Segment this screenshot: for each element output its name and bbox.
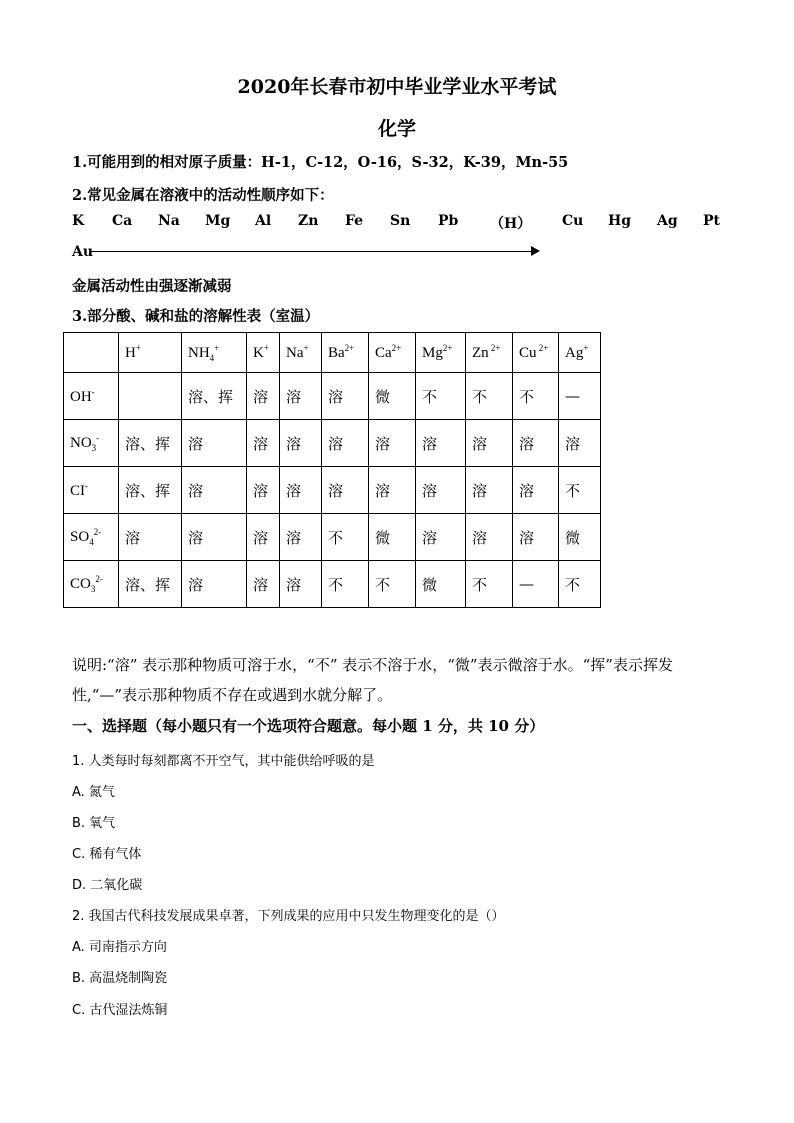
ion-symbol: H xyxy=(125,345,136,361)
solubility-cell: 微 xyxy=(559,514,601,561)
question-2-stem: 2. 我国古代科技发展成果卓著，下列成果的应用中只发生物理变化的是（） xyxy=(72,909,505,924)
ion-symbol: Zn xyxy=(472,345,489,361)
solubility-table xyxy=(63,332,601,608)
solubility-cell: 溶 xyxy=(280,373,322,420)
cation-header xyxy=(559,333,601,373)
solubility-cell: 溶 xyxy=(416,467,466,514)
metal-item: Al xyxy=(255,213,272,229)
ion-symbol: K xyxy=(253,345,264,361)
solubility-cell: 溶、挥 xyxy=(119,420,182,467)
solubility-cell: 溶 xyxy=(513,514,559,561)
cation-header xyxy=(119,333,182,373)
metal-item: Pb xyxy=(438,213,459,229)
solubility-cell: 溶 xyxy=(280,561,322,608)
ion-charge: - xyxy=(85,480,88,491)
solubility-cell: 溶 xyxy=(322,467,369,514)
cation-header xyxy=(416,333,466,373)
metal-item: Pt xyxy=(703,213,720,229)
ion-charge: 2+ xyxy=(442,343,453,353)
ion-charge: - xyxy=(91,386,95,397)
cation-header xyxy=(280,333,322,373)
page-subtitle: 化学 xyxy=(377,118,416,140)
solubility-cell: 溶 xyxy=(416,420,466,467)
solubility-cell: 微 xyxy=(369,514,416,561)
ion-symbol: Cu xyxy=(519,345,537,361)
ion-charge: + xyxy=(214,342,220,353)
solubility-cell: 不 xyxy=(369,561,416,608)
solubility-cell: 不 xyxy=(559,561,601,608)
solubility-cell: 溶 xyxy=(513,420,559,467)
solubility-cell: 溶 xyxy=(247,561,280,608)
metal-item: Mg xyxy=(205,213,231,229)
solubility-cell: 溶 xyxy=(182,467,247,514)
table-row xyxy=(64,561,601,608)
solubility-cell: 不 xyxy=(322,561,369,608)
solubility-cell: 不 xyxy=(559,467,601,514)
table-explanation: 说明:“溶” 表示那种物质可溶于水，“不” 表示不溶于水，“微”表示微溶于水。“挥”表示挥发性,“—”表示那种物质不存在或遇到水就分解了。 xyxy=(72,656,673,704)
ion-charge: 2+ xyxy=(488,343,501,353)
question-2-option-a[interactable]: A. 司南指示方向 xyxy=(72,940,167,955)
metal-item: Zn xyxy=(298,213,319,229)
ion-symbol: OH xyxy=(70,388,92,405)
solubility-cell: 不 xyxy=(416,373,466,420)
ion-charge: + xyxy=(135,343,141,353)
ion-symbol: Mg xyxy=(422,345,443,361)
solubility-cell: 溶 xyxy=(466,467,513,514)
activity-arrow-line xyxy=(90,251,532,252)
solubility-cell: 溶 xyxy=(466,514,513,561)
solubility-cell: — xyxy=(559,373,601,420)
ion-charge: 2+ xyxy=(344,343,355,353)
cation-header xyxy=(247,333,280,373)
question-1-option-a[interactable]: A. 氮气 xyxy=(72,785,115,800)
anion-header xyxy=(64,373,119,420)
solubility-cell: — xyxy=(513,561,559,608)
cation-header xyxy=(466,333,513,373)
table-row xyxy=(64,514,601,561)
solubility-cell: 微 xyxy=(369,373,416,420)
solubility-cell: 不 xyxy=(513,373,559,420)
metal-item: （H） xyxy=(490,216,532,232)
table-row xyxy=(64,467,601,514)
ion-subscript: 3 xyxy=(91,443,97,453)
question-1-stem: 1. 人类每时每刻都离不开空气，其中能供给呼吸的是 xyxy=(72,754,375,769)
metal-item: Hg xyxy=(608,213,632,229)
ion-symbol: CI xyxy=(70,482,85,499)
solubility-cell: 不 xyxy=(466,373,513,420)
ion-symbol: CO xyxy=(70,576,91,592)
ion-symbol: Ba xyxy=(328,345,345,361)
ion-charge: + xyxy=(583,343,589,353)
solubility-cell: 不 xyxy=(322,514,369,561)
intro-line-1: 1.可能用到的相对原子质量：H-1，C-12，O-16，S-32，K-39，Mn-55 xyxy=(72,154,569,171)
question-1-option-b[interactable]: B. 氧气 xyxy=(72,816,116,831)
question-1-option-d[interactable]: D. 二氧化碳 xyxy=(72,878,143,893)
solubility-cell: 溶 xyxy=(280,514,322,561)
question-2-option-c[interactable]: C. 古代湿法炼铜 xyxy=(72,1003,168,1018)
ion-subscript: 4 xyxy=(209,352,215,363)
solubility-cell: 溶 xyxy=(416,514,466,561)
solubility-cell: 溶 xyxy=(247,420,280,467)
solubility-cell: 溶 xyxy=(247,373,280,420)
solubility-cell: 溶 xyxy=(247,514,280,561)
cation-header xyxy=(322,333,369,373)
solubility-cell: 溶 xyxy=(513,467,559,514)
cation-header xyxy=(182,333,247,373)
ion-symbol: Ag xyxy=(565,345,584,361)
solubility-cell: 溶 xyxy=(369,467,416,514)
solubility-cell: 溶 xyxy=(182,514,247,561)
solubility-cell: 不 xyxy=(466,561,513,608)
table-row xyxy=(64,373,601,420)
section-heading: 一、选择题（每小题只有一个选项符合题意。每小题 1 分，共 10 分） xyxy=(72,717,545,735)
metal-item-au: Au xyxy=(72,244,94,260)
ion-charge: 2+ xyxy=(391,343,402,353)
ion-symbol: SO xyxy=(70,529,90,545)
anion-header xyxy=(64,561,119,608)
question-1-option-c[interactable]: C. 稀有气体 xyxy=(72,847,142,862)
solubility-cell: 溶 xyxy=(119,514,182,561)
intro-line-2: 2.常见金属在溶液中的活动性顺序如下： xyxy=(72,187,334,204)
ion-subscript: 3 xyxy=(90,584,96,594)
solubility-cell: 微 xyxy=(416,561,466,608)
metal-item: Cu xyxy=(562,213,584,229)
table-row xyxy=(64,420,601,467)
solubility-cell xyxy=(119,373,182,420)
page-title: 2020年长春市初中毕业学业水平考试 xyxy=(237,76,557,98)
ion-symbol: Na xyxy=(286,345,304,361)
metal-item: Fe xyxy=(345,213,364,229)
solubility-cell: 溶、挥 xyxy=(119,561,182,608)
metal-item: Sn xyxy=(390,213,411,229)
table-corner-cell xyxy=(64,333,119,373)
metal-activity-series xyxy=(72,213,732,233)
solubility-cell: 溶 xyxy=(322,420,369,467)
ion-charge: 2+ xyxy=(536,343,549,353)
ion-charge: 2- xyxy=(95,574,103,584)
metal-item: Ca xyxy=(112,213,133,229)
metal-item: Na xyxy=(158,213,180,229)
anion-header xyxy=(64,420,119,467)
solubility-cell: 溶 xyxy=(247,467,280,514)
ion-symbol: Ca xyxy=(375,345,392,361)
solubility-cell: 溶 xyxy=(182,561,247,608)
cation-header xyxy=(369,333,416,373)
solubility-cell: 溶、挥 xyxy=(182,373,247,420)
intro-line-3: 3.部分酸、碱和盐的溶解性表（室温） xyxy=(72,308,320,325)
anion-header xyxy=(64,514,119,561)
ion-subscript: 4 xyxy=(89,537,94,547)
anion-header xyxy=(64,467,119,514)
solubility-cell: 溶 xyxy=(466,420,513,467)
table-header-row xyxy=(64,333,601,373)
question-2-option-b[interactable]: B. 高温烧制陶瓷 xyxy=(72,971,168,986)
ion-charge: + xyxy=(303,343,309,353)
activity-arrow-head xyxy=(531,246,540,256)
solubility-cell: 溶 xyxy=(559,420,601,467)
metal-item: Ag xyxy=(657,213,678,229)
ion-charge: - xyxy=(96,433,100,443)
solubility-cell: 溶、挥 xyxy=(119,467,182,514)
ion-charge: + xyxy=(263,343,269,353)
ion-symbol: NO xyxy=(70,435,92,451)
solubility-cell: 溶 xyxy=(280,420,322,467)
cation-header xyxy=(513,333,559,373)
solubility-cell: 溶 xyxy=(182,420,247,467)
metal-item: K xyxy=(72,213,85,229)
solubility-cell: 溶 xyxy=(280,467,322,514)
ion-symbol: NH xyxy=(188,344,210,361)
solubility-cell: 溶 xyxy=(369,420,416,467)
metal-activity-note: 金属活动性由强逐渐减弱 xyxy=(72,278,232,295)
ion-charge: 2- xyxy=(93,527,102,537)
solubility-cell: 溶 xyxy=(322,373,369,420)
